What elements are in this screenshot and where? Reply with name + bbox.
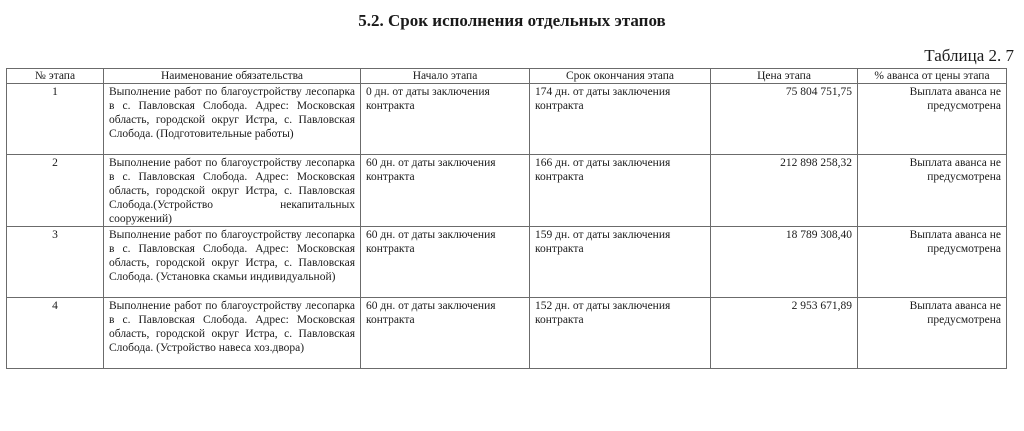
advance-info: Выплата аванса не предусмотрена xyxy=(858,84,1007,155)
table-row xyxy=(7,298,1007,369)
advance-info: Выплата аванса не предусмотрена xyxy=(858,155,1007,227)
stage-number: 1 xyxy=(7,84,104,155)
table-header-row xyxy=(7,69,1007,84)
table-caption: Таблица 2. 7 xyxy=(924,46,1014,65)
table-row xyxy=(7,155,1007,227)
header-advance-percent: % аванса от цены этапа xyxy=(858,69,1007,84)
advance-info: Выплата аванса не предусмотрена xyxy=(858,298,1007,369)
table-row xyxy=(7,227,1007,298)
stage-number: 4 xyxy=(7,298,104,369)
obligation-name: Выполнение работ по благоустройству лесопарка в с. Павловская Слобода. Адрес: Московская область, городской округ Истра, с. Павловская Слобода. (Установка скамьи индивидуальной) xyxy=(104,227,361,298)
advance-info: Выплата аванса не предусмотрена xyxy=(858,227,1007,298)
stage-start: 60 дн. от даты заключения контракта xyxy=(361,155,530,227)
header-stage-start: Начало этапа xyxy=(361,69,530,84)
stage-end: 159 дн. от даты заключения контракта xyxy=(530,227,711,298)
stage-number: 3 xyxy=(7,227,104,298)
header-stage-end: Срок окончания этапа xyxy=(530,69,711,84)
stage-price: 2 953 671,89 xyxy=(711,298,858,369)
stage-price: 212 898 258,32 xyxy=(711,155,858,227)
stage-price: 75 804 751,75 xyxy=(711,84,858,155)
stage-end: 152 дн. от даты заключения контракта xyxy=(530,298,711,369)
obligation-name: Выполнение работ по благоустройству лесопарка в с. Павловская Слобода. Адрес: Московская область, городской округ Истра, с. Павловская Слобода. (Подготовительные работы) xyxy=(104,84,361,155)
section-heading: 5.2. Срок исполнения отдельных этапов xyxy=(358,11,666,30)
stage-price: 18 789 308,40 xyxy=(711,227,858,298)
table-row xyxy=(7,84,1007,155)
header-stage-price: Цена этапа xyxy=(711,69,858,84)
header-stage-number: № этапа xyxy=(7,69,104,84)
stages-table xyxy=(6,68,1007,369)
obligation-name: Выполнение работ по благоустройству лесопарка в с. Павловская Слобода. Адрес: Московская область, городской округ Истра, с. Павловская Слобода. (Устройство навеса хоз.двора) xyxy=(104,298,361,369)
stage-start: 60 дн. от даты заключения контракта xyxy=(361,298,530,369)
stage-start: 0 дн. от даты заключения контракта xyxy=(361,84,530,155)
stage-end: 174 дн. от даты заключения контракта xyxy=(530,84,711,155)
header-obligation-name: Наименование обязательства xyxy=(104,69,361,84)
stage-number: 2 xyxy=(7,155,104,227)
obligation-name: Выполнение работ по благоустройству лесопарка в с. Павловская Слобода. Адрес: Московская область, городской округ Истра, с. Павловская Слобода.(Устройство некапитальных сооружений) xyxy=(104,155,361,227)
stage-end: 166 дн. от даты заключения контракта xyxy=(530,155,711,227)
stage-start: 60 дн. от даты заключения контракта xyxy=(361,227,530,298)
